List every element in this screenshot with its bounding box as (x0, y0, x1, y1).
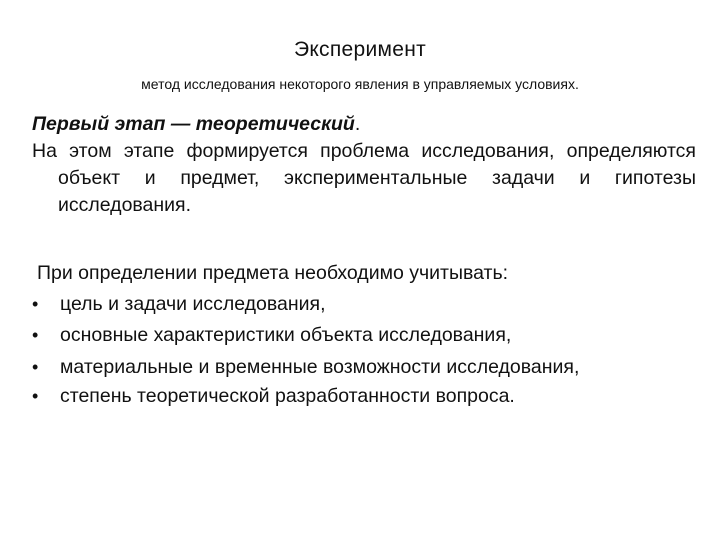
bullet-icon: • (32, 325, 39, 345)
considerations-list (32, 289, 696, 412)
stage-section (32, 110, 696, 219)
bullet-icon: • (32, 357, 39, 377)
list-item-text: основные характеристики объекта исследования, (60, 324, 512, 346)
list-item-text: цель и задачи исследования, (60, 293, 326, 315)
list-item (32, 351, 696, 381)
list-item (32, 381, 696, 412)
considerations-lead: При определении предмета необходимо учитывать: (37, 262, 509, 284)
list-item-text: степень теоретической разработанности вопроса. (60, 385, 515, 407)
list-item (32, 289, 696, 320)
list-item-text: материальные и временные возможности исследования, (60, 356, 580, 378)
stage-heading-line (32, 110, 696, 138)
list-item (32, 320, 696, 351)
slide-subtitle: метод исследования некоторого явления в управляемых условиях. (141, 76, 579, 92)
bullet-icon: • (32, 294, 39, 314)
stage-heading-period: . (354, 113, 361, 135)
stage-heading: Первый этап — теоретический (32, 113, 355, 135)
slide-title: Эксперимент (293, 38, 427, 61)
considerations-section (32, 258, 696, 412)
bullet-icon: • (32, 386, 39, 406)
stage-description: На этом этапе формируется проблема исследования, определяются объект и предмет, экспериментальные задачи и гипотезы исследования. (32, 140, 696, 216)
